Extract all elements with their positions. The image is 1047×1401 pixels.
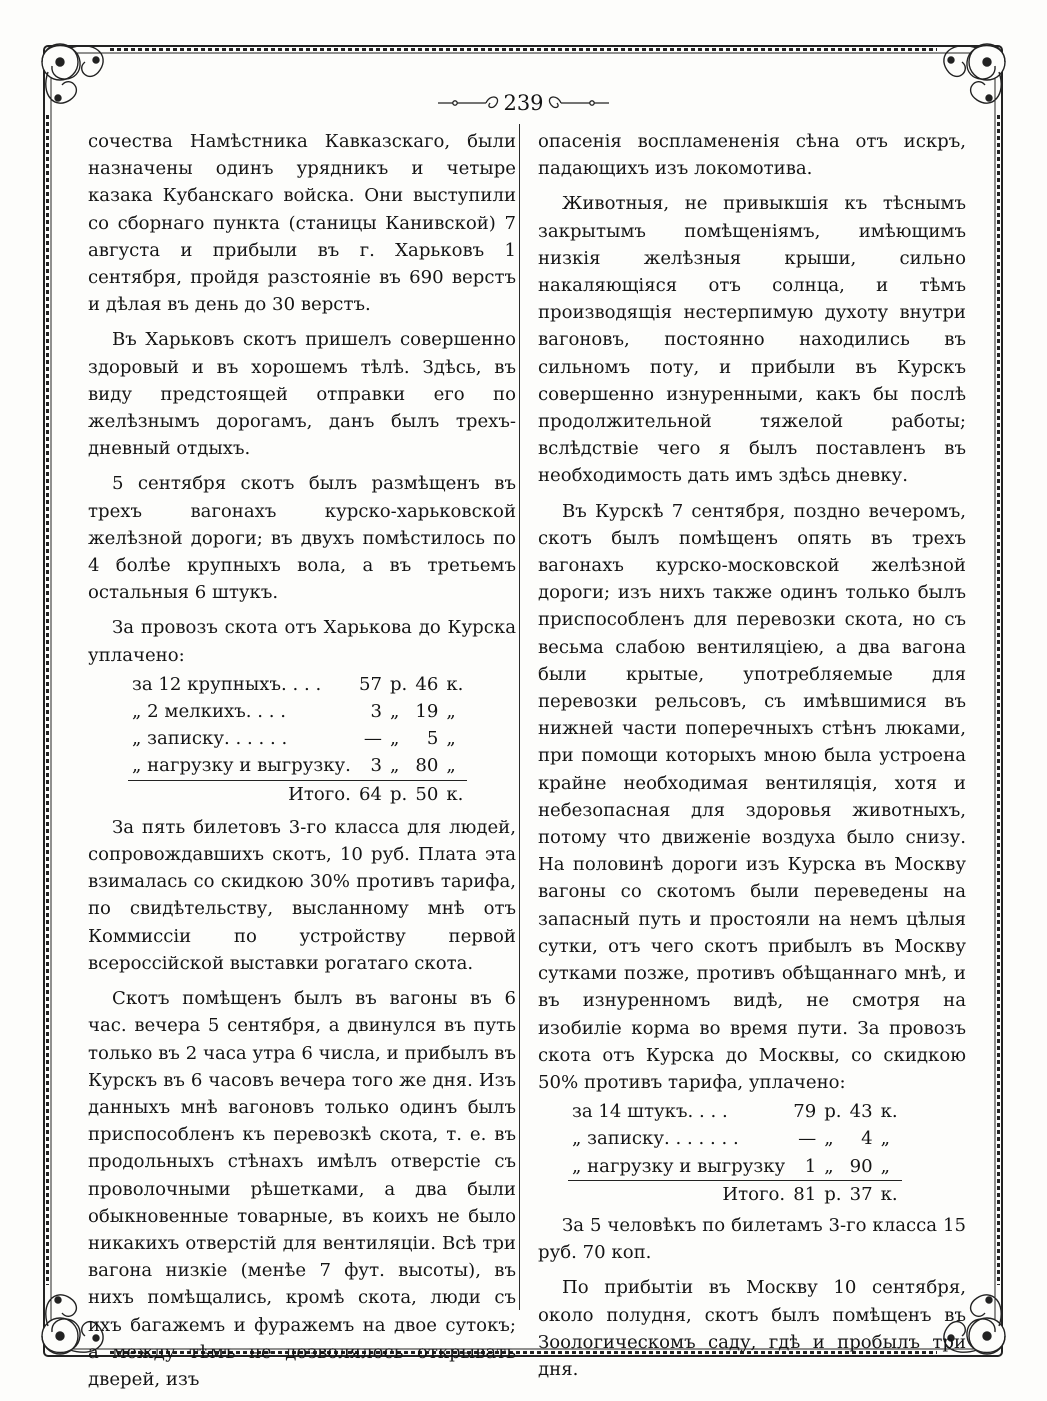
payment-table-kursk-moscow	[568, 1098, 902, 1208]
payment-row: „ записку. . . . . . . — „ 4 „	[572, 1128, 890, 1150]
left-column	[88, 128, 516, 1401]
payment-row: „ нагрузку и выгрузку. 3 „ 80 „	[132, 755, 456, 777]
column-divider	[519, 124, 520, 1310]
payment-row: „ нагрузку и выгрузку 1 „ 90 „	[572, 1155, 890, 1177]
paragraph: За провозъ скота отъ Харькова до Курска уплачено:	[88, 617, 516, 666]
payment-row: „ 2 мелкихъ. . . . 3 „ 19 „	[132, 701, 456, 723]
payment-total-row: Итого. 64 р. 50 к.	[128, 780, 467, 808]
page-number: 239	[503, 91, 544, 115]
paragraph: сочества Намѣстника Кавказскаго, были назначены одинъ урядникъ и четыре казака Кубанскаго войска. Они выступили со сборнаго пункта (станицы Канивской) 7 августа и прибыли въ г. Харьковъ 1 сентября, пройдя разстояніе въ 690 верстъ и дѣлая въ день до 30 верстъ.	[88, 131, 516, 316]
paragraph: Скотъ помѣщенъ былъ въ вагоны въ 6 час. вечера 5 сентября, а двинулся въ путь только въ 2 часа утра 6 числа, и прибылъ въ Курскъ въ 6 часовъ вечера того же дня. Изъ данныхъ мнѣ вагоновъ только одинъ былъ приспособленъ къ перевозкѣ скота, т. е. въ продольныхъ стѣнахъ имѣлъ отверстіе съ проволочными рѣшетками, а два были обыкновенные товарные, въ коихъ не было никакихъ отверстій для вентиляціи. Всѣ три вагона низкіе (менѣе 7 фут. высоты), въ нихъ помѣщались, кромѣ скота, люди съ ихъ багажемъ и фуражемъ на двое сутокъ; а между тѣмъ не дозволялось открывать дверей, изъ	[88, 988, 516, 1390]
paragraph: опасенія воспламененія сѣна отъ искръ, падающихъ изъ локомотива.	[538, 131, 966, 180]
paragraph: За пять билетовъ 3-го класса для людей, сопровождавшихъ скотъ, 10 руб. Плата эта взималась со скидкою 30% противъ тарифа, по свидѣтельству, высланному мнѣ отъ Коммиссіи по устройству первой всероссійской выставки рогатаго скота.	[88, 816, 516, 974]
payment-row: за 12 крупныхъ. . . . 57 р. 46 к.	[132, 673, 464, 695]
payment-table-kharkov-kursk	[128, 671, 467, 808]
payment-total-row: Итого. 81 р. 37 к.	[568, 1180, 902, 1208]
payment-row: „ записку. . . . . . — „ 5 „	[132, 728, 456, 750]
paragraph: За 5 человѣкъ по билетамъ 3-го класса 15 руб. 70 коп.	[538, 1214, 966, 1264]
paragraph: По прибытіи въ Москву 10 сентября, около полудня, скотъ былъ помѣщенъ въ Зоологическомъ саду, гдѣ и пробылъ три дня.	[538, 1277, 966, 1380]
paragraph: 5 сентября скотъ былъ размѣщенъ въ трехъ вагонахъ курско-харьковской желѣзной дороги; въ двухъ помѣстилось по 4 болѣе крупныхъ вола, а въ третьемъ остальныя 6 штукъ.	[88, 473, 516, 604]
payment-row: за 14 штукъ. . . . 79 р. 43 к.	[572, 1101, 898, 1123]
right-column	[538, 128, 966, 1391]
paragraph: Въ Курскѣ 7 сентября, поздно вечеромъ, скотъ былъ помѣщенъ опять въ трехъ вагонахъ курско-московской желѣзной дороги; изъ нихъ также одинъ только былъ приспособленъ для перевозки скота, но съ весьма слабою вентиляціею, а два вагона были крытые, употребляемые для перевозки рельсовъ, съ имѣвшимися въ нижней части поперечныхъ стѣнъ люками, при помощи которыхъ мною была устроена крайне необходимая вентиляція, хотя и небезопасная для здоровья животныхъ, потому что движеніе воздуха было снизу. На половинѣ дороги изъ Курска въ Москву вагоны со скотомъ были переведены на запасный путь и простояли на немъ цѣлыя сутки, отъ чего скотъ прибылъ въ Москву сутками позже, противъ обѣщаннаго мнѣ, и въ изнуренномъ видѣ, не смотря на изобиліе корма во время пути. За провозъ скота отъ Курска до Москвы, со скидкою 50% противъ тарифа, уплачено:	[538, 500, 966, 1093]
paragraph: Въ Харьковъ скотъ пришелъ совершенно здоровый и въ хорошемъ тѣлѣ. Здѣсь, въ виду предстоящей отправки его по желѣзнымъ дорогамъ, данъ былъ трехъ-дневный отдыхъ.	[88, 329, 516, 460]
paragraph: Животныя, не привыкшія къ тѣснымъ закрытымъ помѣщеніямъ, имѣющимъ низкія желѣзныя крыши, сильно накаляющіяся отъ солнца, и тѣмъ производящія нестерпимую духоту внутри вагоновъ, постоянно находились въ сильномъ поту, и прибыли въ Курскъ совершенно изнуренными, какъ бы послѣ продолжительной тяжелой работы; вслѣдствіе чего я былъ поставленъ въ необходимость дать имъ здѣсь дневку.	[538, 193, 966, 487]
